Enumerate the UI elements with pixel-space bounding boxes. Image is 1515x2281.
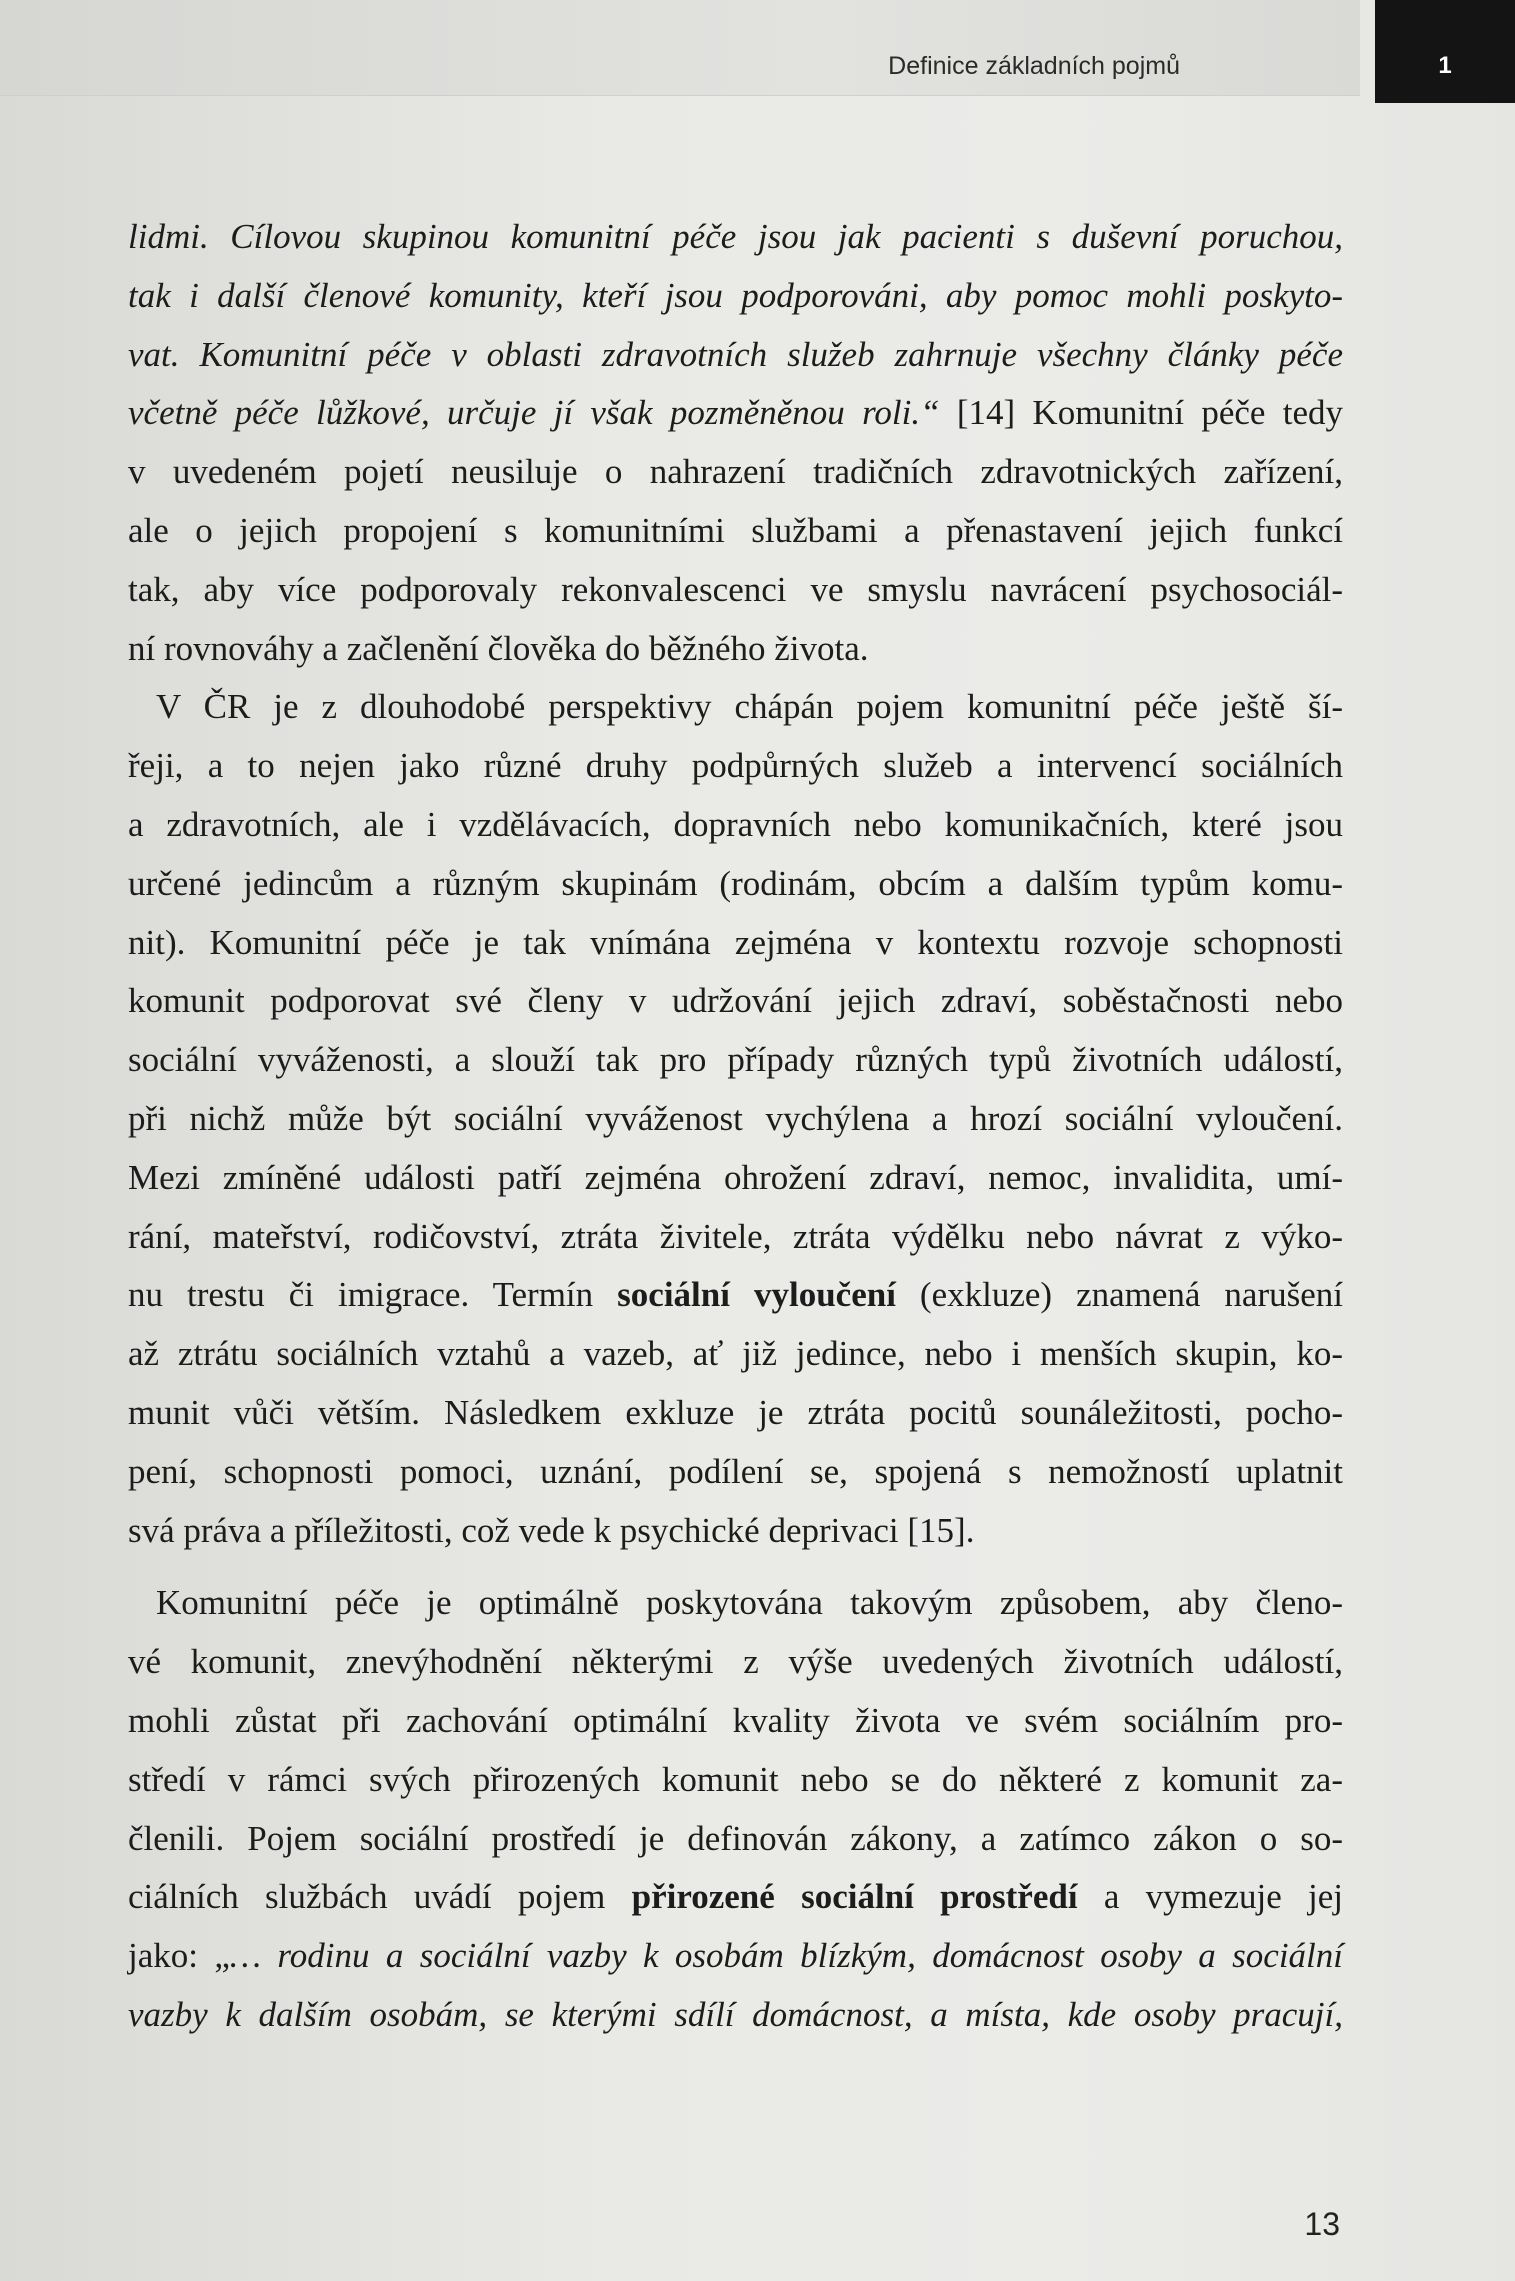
text-line: Mezi zmíněné události patří zejména ohrožení zdraví, nemoc, invalidita, umí- — [128, 1157, 1343, 1197]
text-fragment: jako: „ — [128, 1936, 230, 1976]
text-line — [128, 384, 1343, 443]
text-fragment: nu trestu či imigrace. Termín — [128, 1275, 618, 1315]
text-line: V ČR je z dlouhodobé perspektivy chápán pojem komunitní péče ještě ší- — [156, 687, 1343, 727]
text-line: komunit podporovat své členy v udržování jejich zdraví, soběstačnosti nebo — [128, 981, 1343, 1021]
text-line — [128, 1927, 1343, 1986]
text-line: členili. Pojem sociální prostředí je definován zákony, a zatímco zákon o so- — [128, 1818, 1343, 1858]
page-number: 13 — [1304, 2206, 1340, 2242]
text-line: mohli zůstat při zachování optimální kvality života ve svém sociálním pro- — [128, 1700, 1343, 1740]
text-line: tak, aby více podporovaly rekonvalescenci ve smyslu navrácení psychosociál- — [128, 569, 1343, 609]
text-line: určené jedincům a různým skupinám (rodinám, obcím a dalším typům komu- — [128, 863, 1343, 903]
text-line: vat. Komunitní péče v oblasti zdravotních služeb zahrnuje všechny články péče — [128, 334, 1343, 374]
text-line: řeji, a to nejen jako různé druhy podpůrných služeb a intervencí sociálních — [128, 746, 1343, 786]
quote-fragment: včetně péče lůžkové, určuje jí však pozměněnou roli.“ — [128, 393, 940, 433]
text-line: sociální vyváženosti, a slouží tak pro případy různých typů životních událostí, — [128, 1040, 1343, 1080]
chapter-number: 1 — [1438, 52, 1452, 79]
text-line — [128, 1266, 1343, 1325]
text-line: vazby k dalším osobám, se kterými sdílí domácnost, a místa, kde osoby pracují, — [128, 1994, 1343, 2034]
text-line: Komunitní péče je optimálně poskytována takovým způsobem, aby členo- — [156, 1583, 1343, 1623]
text-line: při nichž může být sociální vyváženost vychýlena a hrozí sociální vyloučení. — [128, 1098, 1343, 1138]
text-line: svá práva a příležitosti, což vede k psychické deprivaci [15]. — [128, 1510, 975, 1550]
text-line: tak i další členové komunity, kteří jsou podporováni, aby pomoc mohli poskyto- — [128, 275, 1343, 315]
text-fragment: a vymezuje jej — [1077, 1877, 1343, 1917]
text-line: a zdravotních, ale i vzdělávacích, dopravních nebo komunikačních, které jsou — [128, 804, 1343, 844]
text-line: nit). Komunitní péče je tak vnímána zejména v kontextu rozvoje schopnosti — [128, 922, 1343, 962]
text-line: pení, schopnosti pomoci, uznání, podílení se, spojená s nemožností uplatnit — [128, 1451, 1343, 1491]
paragraph-gap — [128, 1560, 1343, 1574]
text-fragment: (exkluze) znamená narušení — [895, 1275, 1344, 1315]
text-line: vé komunit, znevýhodnění některými z výše uvedených životních událostí, — [128, 1642, 1343, 1682]
text-line: ale o jejich propojení s komunitními službami a přenastavení jejich funkcí — [128, 510, 1343, 550]
text-line — [128, 1868, 1343, 1927]
text-line: ní rovnováhy a začlenění člověka do běžného života. — [128, 628, 869, 668]
text-line: středí v rámci svých přirozených komunit nebo se do některé z komunit za- — [128, 1759, 1343, 1799]
chapter-tab — [1375, 0, 1515, 103]
text-line: rání, mateřství, rodičovství, ztráta živitele, ztráta výdělku nebo návrat z výko- — [128, 1216, 1343, 1256]
body-text — [128, 208, 1343, 2045]
running-head: Definice základních pojmů — [888, 52, 1180, 80]
text-line: v uvedeném pojetí neusiluje o nahrazení tradičních zdravotnických zařízení, — [128, 452, 1343, 492]
quote-fragment: … rodinu a sociální vazby k osobám blízkým, domácnost osoby a sociální — [229, 1936, 1343, 1976]
text-line: až ztrátu sociálních vztahů a vazeb, ať již jedince, nebo i menších skupin, ko- — [128, 1334, 1343, 1374]
bold-term: sociální vyloučení — [617, 1275, 896, 1315]
bold-term: přirozené sociální prostředí — [631, 1877, 1078, 1917]
text-line: lidmi. Cílovou skupinou komunitní péče jsou jak pacienti s duševní poruchou, — [128, 217, 1343, 256]
text-fragment: ciálních službách uvádí pojem — [128, 1877, 632, 1917]
text-line: munit vůči větším. Následkem exkluze je ztráta pocitů sounáležitosti, pocho- — [128, 1392, 1343, 1432]
text-fragment: [14] Komunitní péče tedy — [939, 393, 1343, 433]
header-bar — [0, 0, 1360, 96]
